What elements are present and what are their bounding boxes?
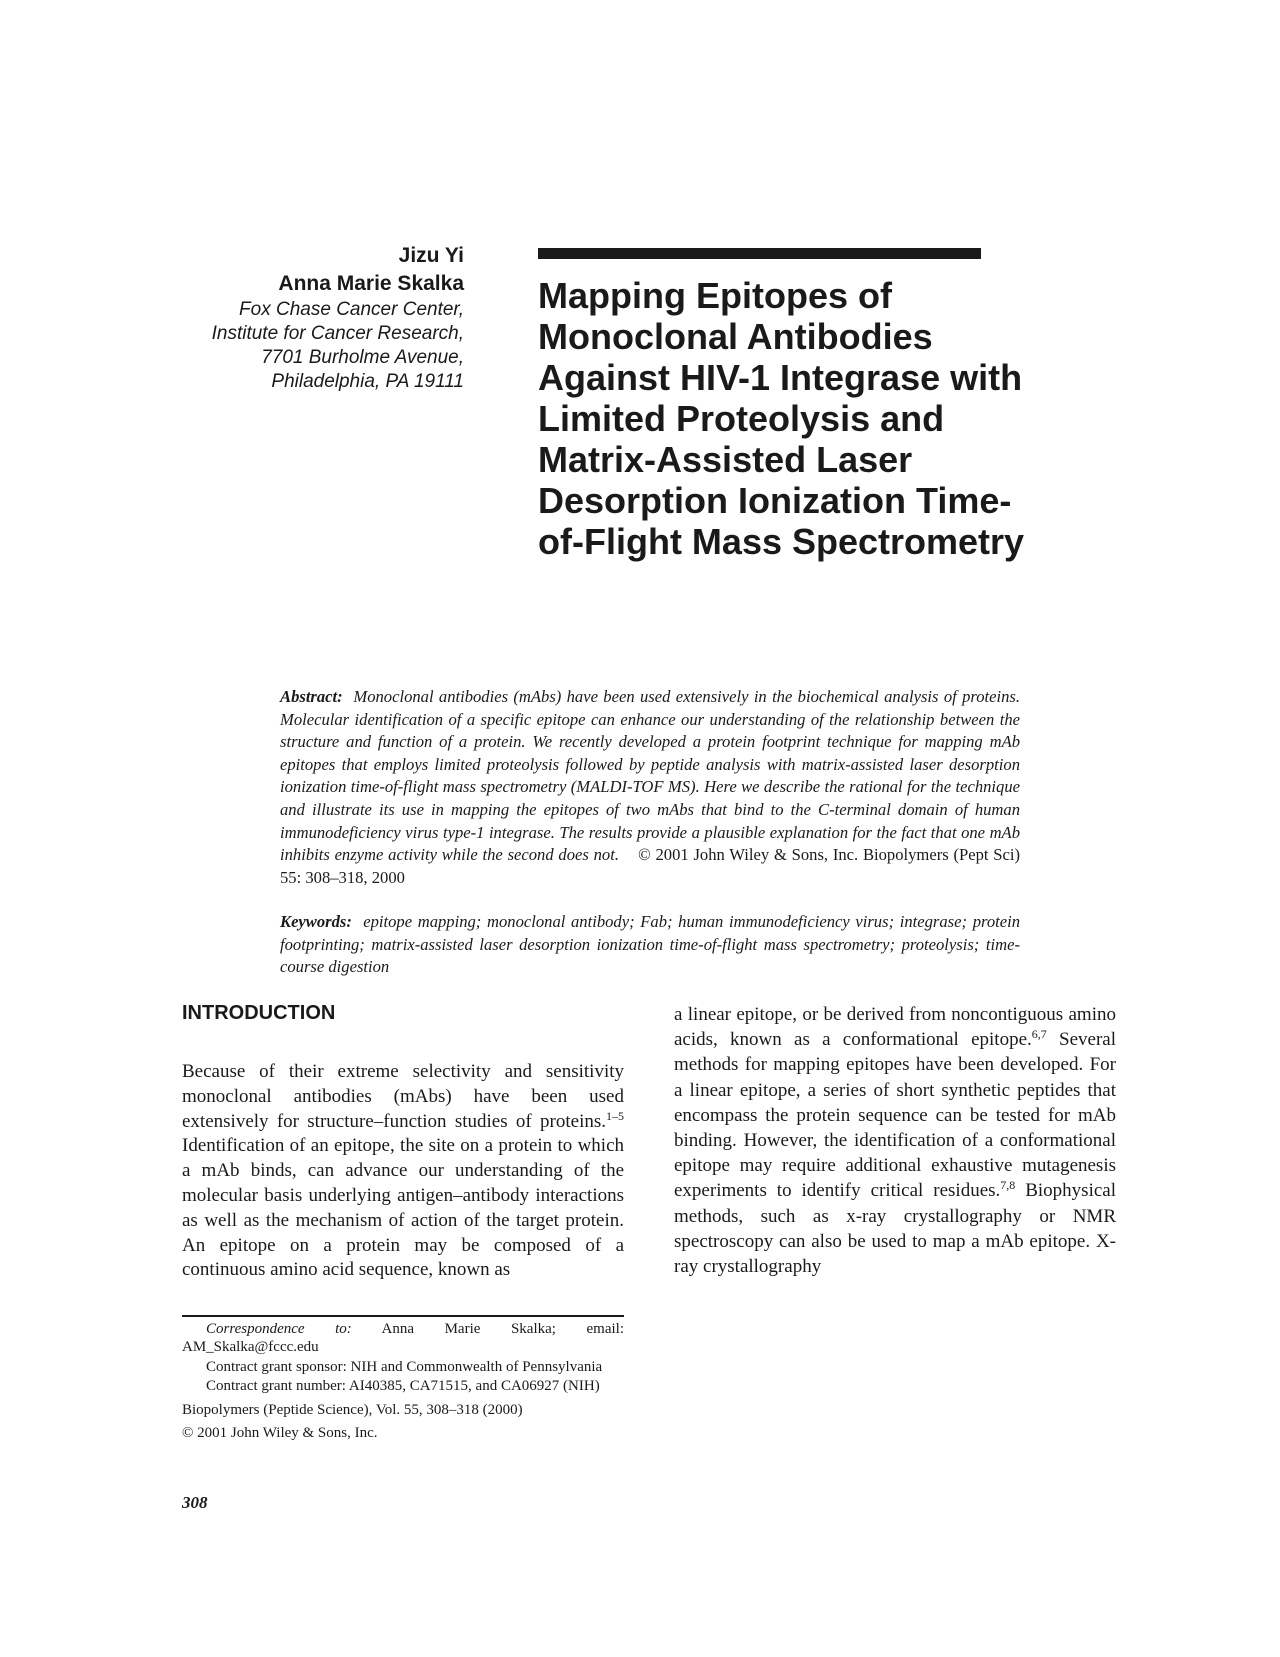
keywords-text: epitope mapping; monoclonal antibody; Fab; human immunodeficiency virus; integrase; protein footprinting; matrix-assisted laser desorption ionization time-of-flight mass spectrometry; proteolysis; time-course digestion [280,912,1021,977]
body-column-right [674,1002,1116,1279]
author-name: Jizu Yi [398,244,464,267]
title-line: Matrix-Assisted Laser [538,439,913,480]
title-line: Monoclonal Antibodies [538,316,933,357]
body-text: a linear epitope, or be derived from noncontiguous amino acids, known as a conformational epitope. [674,1004,1116,1051]
section-heading: INTRODUCTION [182,1002,336,1024]
affiliation-line: Philadelphia, PA 19111 [271,371,464,392]
title-line: Limited Proteolysis and [538,398,945,439]
footnote-journal: Biopolymers (Peptide Science), Vol. 55, 308–318 (2000) [182,1401,523,1418]
abstract-citation: © 2001 John Wiley & Sons, Inc. Biopolymers (Pept Sci) 55: 308–318, 2000 [280,845,1020,887]
keywords-label: Keywords: [280,912,352,931]
body-column-left [182,1060,624,1283]
title-line: Mapping Epitopes of [538,275,892,316]
footnote-rule [182,1315,624,1317]
body-text: Because of their extreme selectivity and sensitivity monoclonal antibodies (mAbs) have been used extensively for structure–function studies of proteins. [182,1061,624,1132]
affiliation-line: 7701 Burholme Avenue, [261,347,464,368]
author-name: Anna Marie Skalka [278,272,464,295]
footnote-grant-number: Contract grant number: AI40385, CA71515, and CA06927 (NIH) [206,1378,600,1395]
title-rule [538,248,981,259]
affiliation-line: Fox Chase Cancer Center, [239,299,464,320]
footnotes [182,1320,624,1442]
body-text: Identification of an epitope, the site on a protein to which a mAb binds, can advance our understanding of the molecular basis underlying antigen–antibody interactions as well as the mechanism of action of the target protein. An epitope on a protein may be composed of a continuous amino acid sequence, known as [182,1135,624,1281]
page-number: 308 [182,1493,208,1512]
footnote-copyright: © 2001 John Wiley & Sons, Inc. [182,1425,378,1442]
citation-ref: 1–5 [606,1108,624,1123]
title-line: Desorption Ionization Time- [538,480,1012,521]
keywords [280,911,1020,979]
citation-ref: 6,7 [1031,1027,1047,1042]
abstract-text: Monoclonal antibodies (mAbs) have been used extensively in the biochemical analysis of proteins. Molecular identification of a specific epitope can enhance our understanding of the relationship between the structure and function of a protein. We recently developed a protein footprint technique for mapping mAb epitopes that employs limited proteolysis followed by peptide analysis with matrix-assisted laser desorption ionization time-of-flight mass spectrometry (MALDI-TOF MS). Here we describe the rational for the technique and illustrate its use in mapping the epitopes of two mAbs that bind to the C-terminal domain of human immunodeficiency virus type-1 integrase. The results provide a plausible explanation for the fact that one mAb inhibits enzyme activity while the second does not. [280,687,1020,865]
affiliation-line: Institute for Cancer Research, [211,323,464,344]
body-text: Several methods for mapping epitopes have been developed. For a linear epitope, a series of short synthetic peptides that encompass the protein sequence can be tested for mAb binding. However, the identification of a conformational epitope may require additional exhaustive mutagenesis experiments to identify critical residues. [674,1029,1116,1202]
title-line: Against HIV-1 Integrase with [538,357,1023,398]
abstract [280,686,1020,889]
footnote-sponsor: Contract grant sponsor: NIH and Commonwealth of Pennsylvania [206,1358,603,1375]
citation-ref: 7,8 [1000,1178,1016,1193]
footnote-correspondence [182,1320,624,1357]
footnote-label: Correspondence to: [206,1321,352,1337]
author-block [44,242,464,394]
paper-title [538,275,1098,562]
body-text: Biophysical methods, such as x-ray crystallography or NMR spectroscopy can also be used to map a mAb epitope. X-ray crystallography [674,1180,1116,1278]
footnote-text: Anna Marie Skalka; email: AM_Skalka@fccc.edu [182,1321,624,1356]
title-line: of-Flight Mass Spectrometry [538,521,1025,562]
abstract-label: Abstract: [280,687,343,706]
